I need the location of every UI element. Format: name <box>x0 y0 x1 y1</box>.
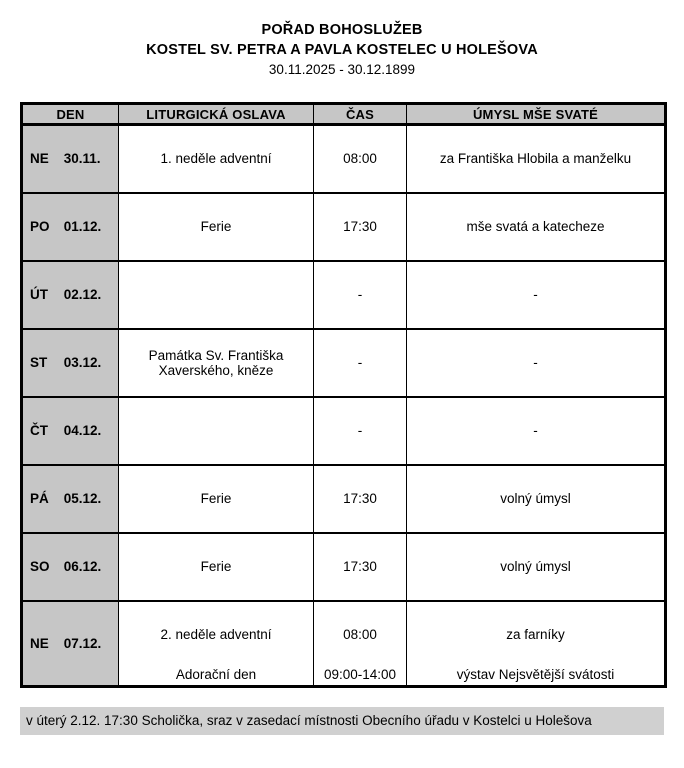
intention-text: volný úmysl <box>500 559 571 574</box>
day-cell <box>22 465 119 533</box>
time-text: - <box>357 423 363 438</box>
celebration-text: Ferie <box>200 491 232 506</box>
day-date: 03.12. <box>63 355 102 370</box>
table-row <box>22 397 666 465</box>
table-row <box>22 193 666 261</box>
time-cell <box>314 125 407 193</box>
time-cell <box>314 193 407 261</box>
celebration-cell <box>119 465 314 533</box>
column-header-den: DEN <box>22 104 119 125</box>
time-cell <box>314 261 407 329</box>
celebration-text: Ferie <box>200 559 232 574</box>
day-date: 05.12. <box>63 491 102 506</box>
intention-text: - <box>533 287 538 302</box>
day-abbreviation: NE <box>30 635 49 651</box>
column-header-cas: ČAS <box>314 104 407 125</box>
day-cell <box>22 125 119 193</box>
page-title: POŘAD BOHOSLUŽEB <box>261 22 423 38</box>
page-subtitle: KOSTEL SV. PETRA A PAVLA KOSTELEC U HOLEŠOVA <box>146 42 538 58</box>
day-date: 02.12. <box>63 287 102 302</box>
celebration-cell <box>119 397 314 465</box>
day-date: 07.12. <box>63 635 102 651</box>
day-cell <box>22 329 119 397</box>
time-text-secondary: 09:00-14:00 <box>323 667 397 683</box>
celebration-text-secondary: Adorační den <box>175 667 257 683</box>
intention-cell <box>407 329 666 397</box>
celebration-text: 1. neděle adventní <box>160 151 272 167</box>
column-header-liturgicka-oslava: LITURGICKÁ OSLAVA <box>119 104 314 125</box>
day-date: 06.12. <box>63 559 102 574</box>
intention-text: volný úmysl <box>500 491 571 506</box>
intention-cell <box>407 601 666 687</box>
schedule-table <box>20 102 667 688</box>
time-text: 08:00 <box>343 627 377 643</box>
schedule-table-header <box>22 104 666 125</box>
celebration-cell <box>119 193 314 261</box>
intention-text: mše svatá a katecheze <box>466 219 605 234</box>
intention-text: - <box>533 423 538 438</box>
day-date: 04.12. <box>63 423 102 438</box>
day-abbreviation: PO <box>30 219 50 234</box>
celebration-cell <box>119 125 314 193</box>
celebration-text: 2. neděle adventní <box>160 627 272 643</box>
time-text: 17:30 <box>343 491 377 506</box>
date-range: 30.11.2025 - 30.12.1899 <box>268 62 416 77</box>
table-row <box>22 601 666 687</box>
celebration-cell <box>119 533 314 601</box>
table-row <box>22 465 666 533</box>
intention-cell <box>407 193 666 261</box>
document-header <box>20 20 664 80</box>
day-date: 01.12. <box>63 219 102 234</box>
intention-text: - <box>533 355 538 370</box>
footer-note: v úterý 2.12. 17:30 Scholička, sraz v zasedací místnosti Obecního úřadu v Kostelci u Holešova <box>20 707 664 735</box>
day-abbreviation: ÚT <box>30 287 48 302</box>
intention-cell <box>407 125 666 193</box>
day-cell <box>22 533 119 601</box>
table-row <box>22 261 666 329</box>
table-row <box>22 533 666 601</box>
celebration-cell <box>119 329 314 397</box>
schedule-table-body <box>22 125 666 687</box>
day-abbreviation: SO <box>30 559 50 574</box>
time-cell <box>314 329 407 397</box>
time-text: 17:30 <box>343 219 377 234</box>
day-cell <box>22 261 119 329</box>
intention-text: za farníky <box>506 627 565 643</box>
day-abbreviation: ČT <box>30 423 48 438</box>
intention-cell <box>407 533 666 601</box>
intention-cell <box>407 397 666 465</box>
intention-cell <box>407 465 666 533</box>
day-abbreviation: NE <box>30 151 49 167</box>
day-abbreviation: ST <box>30 355 48 370</box>
time-text: - <box>357 355 363 370</box>
celebration-text: Ferie <box>200 219 232 234</box>
celebration-cell <box>119 261 314 329</box>
time-cell <box>314 465 407 533</box>
column-header-umysl-mse-svate: ÚMYSL MŠE SVATÉ <box>407 104 666 125</box>
day-date: 30.11. <box>63 151 101 167</box>
day-cell <box>22 601 119 687</box>
intention-text: za Františka Hlobila a manželku <box>439 151 632 167</box>
day-cell <box>22 397 119 465</box>
intention-text-secondary: výstav Nejsvětější svátosti <box>456 667 615 683</box>
time-text: 08:00 <box>343 151 377 167</box>
header-row <box>22 104 666 125</box>
intention-cell <box>407 261 666 329</box>
day-cell <box>22 193 119 261</box>
day-abbreviation: PÁ <box>30 491 49 506</box>
table-row <box>22 125 666 193</box>
celebration-cell <box>119 601 314 687</box>
time-cell <box>314 397 407 465</box>
celebration-text: Památka Sv. Františka Xaverského, kněze <box>148 347 284 378</box>
table-row <box>22 329 666 397</box>
time-cell <box>314 601 407 687</box>
time-text: - <box>357 287 363 302</box>
time-text: 17:30 <box>343 559 377 574</box>
time-cell <box>314 533 407 601</box>
